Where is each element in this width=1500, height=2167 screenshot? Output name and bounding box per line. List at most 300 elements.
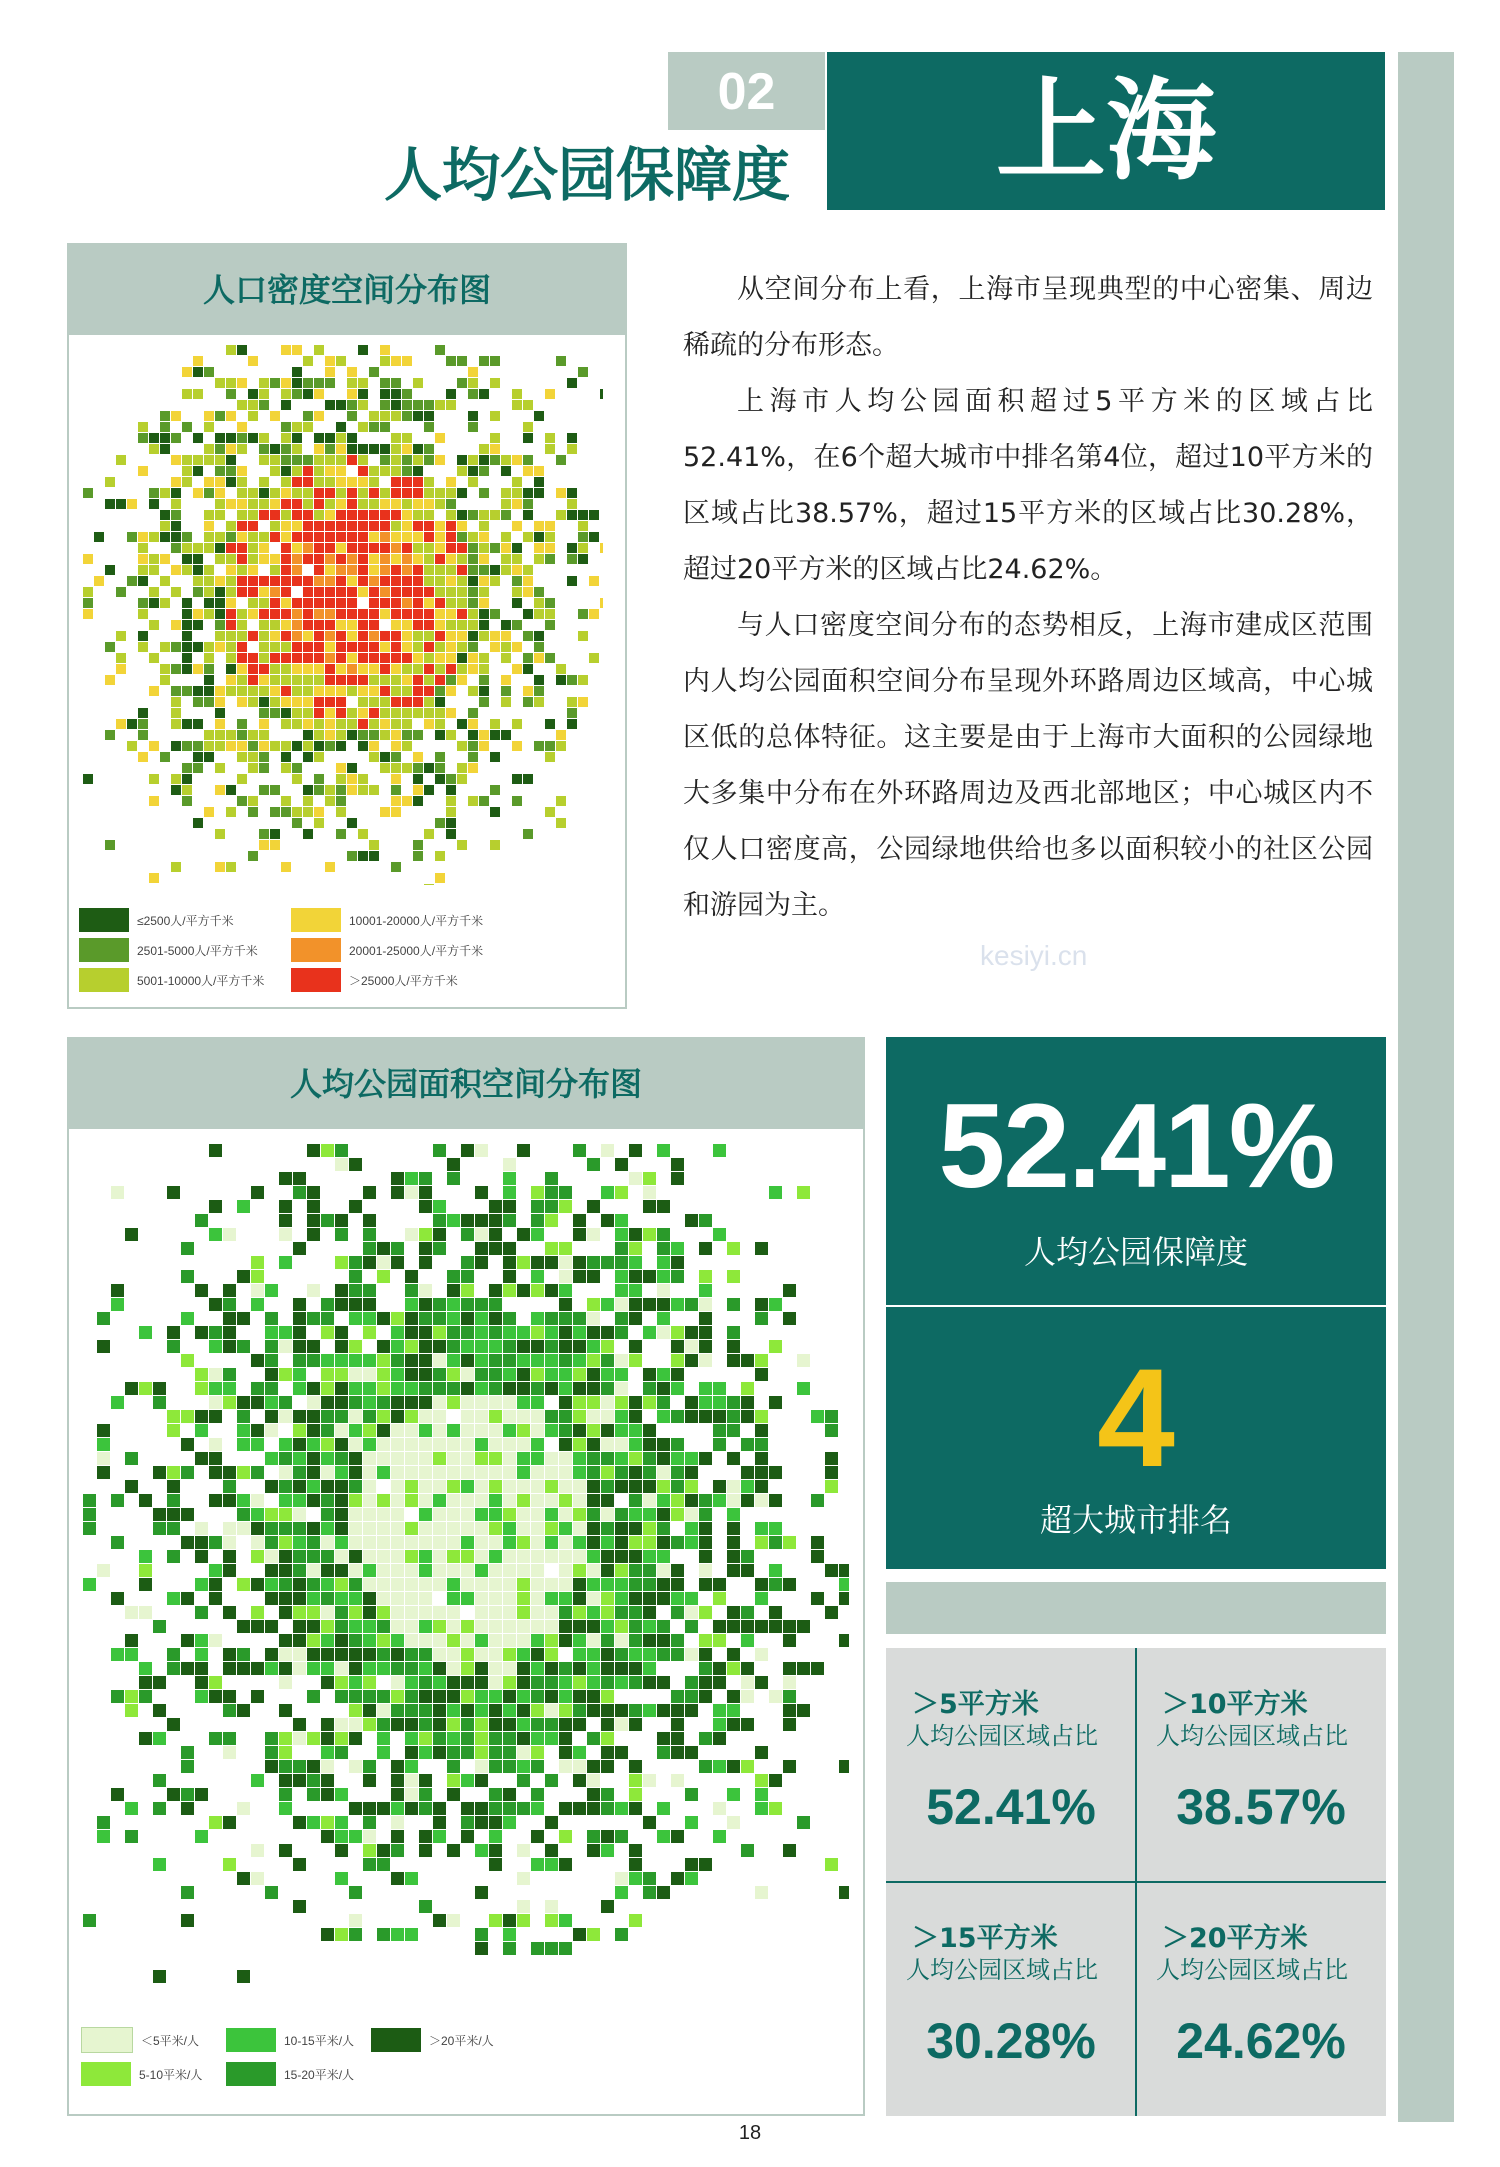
map-cell [419,1172,432,1185]
map-cell [138,642,148,652]
map-cell [489,1648,502,1661]
map-cell [573,1452,586,1465]
map-cell [671,1746,684,1759]
map-cell [727,1550,740,1563]
map-cell [447,1424,460,1437]
map-cell [479,598,489,608]
map-cell [303,532,313,542]
map-cell [369,752,379,762]
map-cell [587,1228,600,1241]
map-cell [531,1186,544,1199]
map-cell [413,730,423,740]
map-cell [293,1634,306,1647]
map-cell [741,1676,754,1689]
map-cell [755,1802,768,1815]
map-cell [587,1326,600,1339]
map-cell [279,1774,292,1787]
map-cell [573,1746,586,1759]
map-cell [181,1354,194,1367]
map-cell [391,1802,404,1815]
map-cell [270,664,280,674]
map-cell [615,1326,628,1339]
map-cell [369,543,379,553]
map-cell [349,1480,362,1493]
map-cell [226,543,236,553]
map-cell [615,1256,628,1269]
map-cell [182,598,192,608]
map-cell [501,488,511,498]
map-cell [259,708,269,718]
map-cell [490,411,500,421]
map-cell [671,1368,684,1381]
map-cell [204,653,214,663]
map-cell [501,510,511,520]
map-cell [153,1676,166,1689]
stats-box [886,1037,1386,1569]
map-cell [336,356,346,366]
map-cell [171,521,181,531]
map-cell [336,708,346,718]
map-cell [685,1746,698,1759]
map-cell [413,763,423,773]
map-cell [643,1368,656,1381]
map-cell [629,1522,642,1535]
map-cell [424,708,434,718]
map-cell [195,1690,208,1703]
map-cell [446,829,456,839]
map-cell [713,1704,726,1717]
map-cell [325,510,335,520]
legend-label: 10-15平米/人 [284,2033,355,2048]
map-cell [181,1802,194,1815]
threshold-value: 52.41% [926,1779,1096,1835]
map-cell [402,356,412,366]
map-cell [503,1494,516,1507]
map-cell [517,1424,530,1437]
map-cell [265,1382,278,1395]
map-cell [727,1606,740,1619]
map-cell [475,1816,488,1829]
map-cell [251,1550,264,1563]
map-cell [503,1620,516,1633]
map-cell [363,1550,376,1563]
map-cell [181,1242,194,1255]
map-cell [281,642,291,652]
map-cell [111,1648,124,1661]
map-cell [259,444,269,454]
park-map-title: 人均公园面积空间分布图 [69,1039,863,1129]
map-cell [292,554,302,564]
map-cell [321,1564,334,1577]
map-cell [468,367,478,377]
map-cell [629,1242,642,1255]
map-cell [797,1186,810,1199]
map-cell [402,411,412,421]
map-cell [657,1704,670,1717]
map-cell [671,1354,684,1367]
density-legend-item [291,967,458,993]
map-cell [259,763,269,773]
map-cell [363,1494,376,1507]
map-cell [251,1256,264,1269]
map-cell [325,741,335,751]
map-cell [314,587,324,597]
map-cell [531,1718,544,1731]
map-cell [215,697,225,707]
map-cell [335,1340,348,1353]
map-cell [226,565,236,575]
map-cell [226,587,236,597]
map-cell [265,1396,278,1409]
map-cell [457,763,467,773]
map-cell [248,488,258,498]
map-cell [377,1592,390,1605]
map-cell [755,1410,768,1423]
map-cell [377,1690,390,1703]
map-cell [629,1802,642,1815]
map-cell [433,1620,446,1633]
map-cell [489,1536,502,1549]
map-cell [215,532,225,542]
map-cell [783,1634,796,1647]
map-cell [336,829,346,839]
map-cell [223,1368,236,1381]
density-legend-item [79,937,258,963]
map-cell [336,774,346,784]
map-cell [335,1788,348,1801]
map-cell [435,664,445,674]
map-cell [741,1354,754,1367]
map-cell [461,1438,474,1451]
map-cell [629,1760,642,1773]
map-cell [419,1830,432,1843]
map-cell [237,1396,250,1409]
map-cell [435,521,445,531]
map-cell [671,1298,684,1311]
map-cell [402,741,412,751]
map-cell [629,1634,642,1647]
map-cell [446,796,456,806]
map-cell [769,1298,782,1311]
map-cell [531,1536,544,1549]
map-cell [363,1466,376,1479]
map-cell [413,400,423,410]
map-cell [727,1354,740,1367]
map-cell [468,730,478,740]
map-cell [741,1480,754,1493]
map-cell [475,1774,488,1787]
map-cell [171,477,181,487]
map-cell [349,1704,362,1717]
map-cell [699,1396,712,1409]
map-cell [153,1704,166,1717]
map-cell [336,499,346,509]
map-cell [325,356,335,366]
map-cell [347,719,357,729]
map-cell [567,719,577,729]
map-cell [433,1676,446,1689]
map-cell [171,719,181,729]
map-cell [424,400,434,410]
map-cell [209,1382,222,1395]
map-cell [503,1718,516,1731]
map-cell [314,411,324,421]
map-cell [223,1550,236,1563]
map-cell [587,1578,600,1591]
chapter-number: 02 [668,52,825,130]
map-cell [248,686,258,696]
map-cell [307,1592,320,1605]
map-cell [402,389,412,399]
map-cell [413,521,423,531]
map-cell [545,521,555,531]
map-cell [314,565,324,575]
map-cell [325,433,335,443]
map-cell [380,411,390,421]
map-cell [446,510,456,520]
map-cell [573,1466,586,1479]
map-cell [559,1298,572,1311]
map-cell [699,1676,712,1689]
map-cell [545,532,555,542]
map-cell [512,587,522,597]
map-cell [325,609,335,619]
map-cell [325,598,335,608]
map-cell [657,1438,670,1451]
map-cell [573,1256,586,1269]
map-cell [377,1452,390,1465]
map-cell [209,1578,222,1591]
map-cell [149,532,159,542]
map-cell [405,1704,418,1717]
map-cell [391,1326,404,1339]
map-cell [601,1256,614,1269]
map-cell [325,477,335,487]
map-cell [265,1368,278,1381]
map-cell [489,1858,502,1871]
map-cell [270,829,280,839]
map-cell [380,389,390,399]
map-cell [615,1872,628,1885]
map-cell [534,675,544,685]
map-cell [419,1480,432,1493]
map-cell [251,1186,264,1199]
map-cell [270,609,280,619]
map-cell [468,620,478,630]
map-cell [380,576,390,586]
map-cell [559,1690,572,1703]
map-cell [433,1690,446,1703]
map-cell [447,1536,460,1549]
map-cell [559,1732,572,1745]
map-cell [601,1382,614,1395]
map-cell [501,730,511,740]
map-cell [433,1494,446,1507]
map-cell [419,1354,432,1367]
map-cell [391,653,401,663]
map-cell [447,1312,460,1325]
map-cell [447,1662,460,1675]
map-cell [149,598,159,608]
map-cell [248,763,258,773]
map-cell [578,631,588,641]
map-cell [349,1284,362,1297]
map-cell [349,1718,362,1731]
map-cell [363,1480,376,1493]
paragraph: 与人口密度空间分布的态势相反，上海市建成区范围内人均公园面积空间分布呈现外环路周边区域高，中心城区低的总体特征。这主要是由于上海市大面积的公园绿地大多集中分布在外环路周边及西北部地区；中心城区内不仅人口密度高，公园绿地供给也多以面积较小的社区公园和游园为主。 [683,610,1373,921]
map-cell [578,367,588,377]
map-cell [419,1564,432,1577]
map-cell [447,1788,460,1801]
map-cell [559,1256,572,1269]
map-cell [769,1340,782,1353]
map-cell [457,664,467,674]
map-cell [501,642,511,652]
map-cell [601,1592,614,1605]
map-cell [503,1186,516,1199]
map-cell [713,1410,726,1423]
map-cell [461,1368,474,1381]
map-cell [475,1676,488,1689]
map-cell [336,642,346,652]
map-cell [402,488,412,498]
map-cell [251,1872,264,1885]
map-cell [251,1844,264,1857]
map-cell [531,1214,544,1227]
map-cell [347,499,357,509]
map-cell [601,1718,614,1731]
map-cell [171,433,181,443]
map-cell [380,466,390,476]
map-cell [559,1592,572,1605]
map-cell [517,1900,530,1913]
map-cell [307,1466,320,1479]
map-cell [475,1606,488,1619]
rank-value: 4 [1097,1339,1175,1496]
map-cell [615,1676,628,1689]
map-cell [307,1564,320,1577]
map-cell [534,609,544,619]
map-cell [643,1200,656,1213]
map-cell [489,1760,502,1773]
map-cell [292,631,302,641]
legend-label: 2501-5000人/平方千米 [137,943,258,958]
map-cell [171,686,181,696]
map-cell [369,620,379,630]
map-cell [377,1368,390,1381]
map-cell [293,1592,306,1605]
map-cell [825,1858,838,1871]
map-cell [433,1914,446,1927]
map-cell [335,1438,348,1451]
map-cell [321,1718,334,1731]
map-cell [503,1340,516,1353]
map-cell [292,763,302,773]
map-cell [209,1438,222,1451]
map-cell [517,1550,530,1563]
map-cell [531,1802,544,1815]
map-cell [489,1522,502,1535]
map-cell [215,785,225,795]
map-cell [685,1620,698,1633]
map-cell [223,1522,236,1535]
map-cell [380,345,390,355]
map-cell [685,1676,698,1689]
map-cell [349,1662,362,1675]
map-cell [402,686,412,696]
map-cell [292,675,302,685]
map-cell [435,455,445,465]
map-cell [193,719,203,729]
map-cell [138,609,148,619]
map-cell [755,1242,768,1255]
map-cell [204,367,214,377]
map-cell [559,1480,572,1493]
map-cell [699,1662,712,1675]
map-cell [281,763,291,773]
map-cell [349,1312,362,1325]
map-cell [531,1746,544,1759]
map-cell [226,598,236,608]
map-cell [643,1382,656,1395]
map-cell [363,1452,376,1465]
map-cell [475,1718,488,1731]
map-cell [615,1284,628,1297]
map-cell [559,1494,572,1507]
map-cell [127,719,137,729]
map-cell [461,1802,474,1815]
map-cell [369,488,379,498]
map-cell [335,1452,348,1465]
map-cell [699,1550,712,1563]
map-cell [139,1676,152,1689]
map-cell [377,1928,390,1941]
map-cell [419,1256,432,1269]
map-cell [182,367,192,377]
map-cell [139,1662,152,1675]
map-cell [657,1620,670,1633]
map-cell [587,1620,600,1633]
map-cell [369,521,379,531]
map-cell [127,499,137,509]
map-cell [446,598,456,608]
map-cell [363,1410,376,1423]
map-cell [369,730,379,740]
map-cell [531,1200,544,1213]
map-cell [369,664,379,674]
map-cell [713,1396,726,1409]
map-cell [204,642,214,652]
map-cell [457,675,467,685]
map-cell [138,554,148,564]
map-cell [303,411,313,421]
map-cell [446,631,456,641]
map-cell [567,444,577,454]
map-cell [741,1620,754,1633]
map-cell [475,1228,488,1241]
map-cell [321,1928,334,1941]
map-cell [501,455,511,465]
map-cell [531,1228,544,1241]
map-cell [629,1270,642,1283]
map-cell [489,1424,502,1437]
map-cell [573,1802,586,1815]
map-cell [512,576,522,586]
map-cell [237,1802,250,1815]
map-cell [657,1592,670,1605]
map-cell [578,532,588,542]
map-cell [292,576,302,586]
